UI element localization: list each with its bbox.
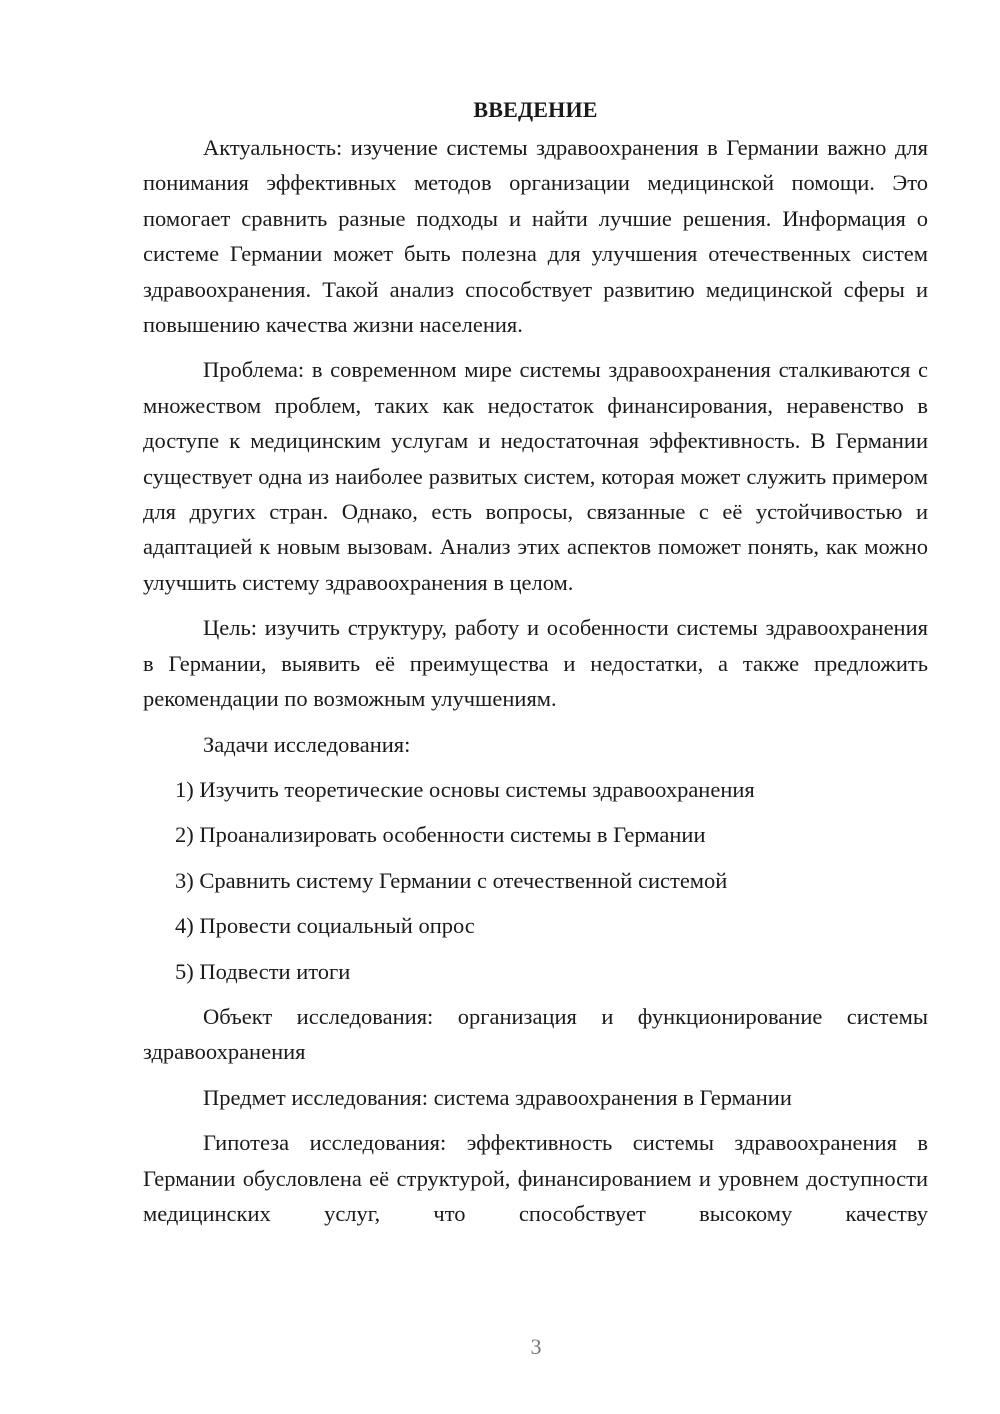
list-item: 1) Изучить теоретические основы системы здравоохранения xyxy=(175,776,755,802)
section-heading: ВВЕДЕНИЕ xyxy=(473,97,598,122)
paragraph-problem: Проблема: в современном мире системы здравоохранения сталкиваются с множеством проблем, таких как недостаток финансирования, неравенство в доступе к медицинским услугам и недостаточная эффективность. В Германии существует одна из наиболее развитых систем, которая может служить примером для других стран. Однако, есть вопросы, связанные с её устойчивостью и адаптацией к новым вызовам. Анализ этих аспектов поможет понять, как можно улучшить систему здравоохранения в целом. xyxy=(143,357,928,595)
tasks-title: Задачи исследования: xyxy=(203,731,411,757)
paragraph-subject: Предмет исследования: система здравоохранения в Германии xyxy=(203,1084,792,1110)
paragraph-goal: Цель: изучить структуру, работу и особенности системы здравоохранения в Германии, выявить её преимущества и недостатки, а также предложить рекомендации по возможным улучшениям. xyxy=(143,615,928,712)
paragraph-hypothesis: Гипотеза исследования: эффективность системы здравоохранения в Германии обусловлена её структурой, финансированием и уровнем доступности медицинских услуг, что способствует высокому качеству xyxy=(143,1130,928,1226)
page-number: 3 xyxy=(530,1334,542,1359)
document-page xyxy=(143,92,928,1241)
list-item: 3) Сравнить систему Германии с отечественной системой xyxy=(175,867,728,893)
paragraph-relevance: Актуальность: изучение системы здравоохранения в Германии важно для понимания эффективных методов организации медицинской помощи. Это помогает сравнить разные подходы и найти лучшие решения. Информация о системе Германии может быть полезна для улучшения отечественных систем здравоохранения. Такой анализ способствует развитию медицинской сферы и повышению качества жизни населения. xyxy=(143,135,928,338)
list-item: 2) Проанализировать особенности системы в Германии xyxy=(175,822,706,848)
paragraph-object: Объект исследования: организация и функционирование системы здравоохранения xyxy=(143,1003,928,1065)
list-item: 4) Провести социальный опрос xyxy=(175,913,475,939)
tasks-list xyxy=(143,772,928,989)
list-item: 5) Подвести итоги xyxy=(175,958,351,984)
